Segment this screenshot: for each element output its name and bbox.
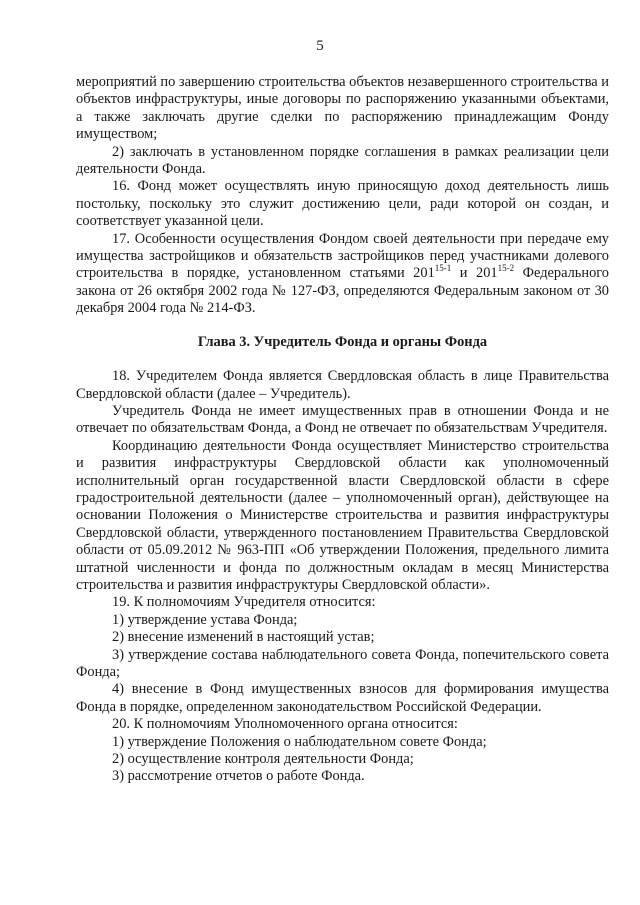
paragraph-19-item-2: 2) внесение изменений в настоящий устав;	[112, 629, 375, 646]
paragraph-20-item-1: 1) утверждение Положения о наблюдательном совете Фонда;	[112, 733, 487, 750]
paragraph-continuation: мероприятий по завершению строительства объектов незавершенного строительства и объектов инфраструктуры, иные договоры по распоряжению указанными объектами, а также заключать другие сделки по распоряжению принадлежащим Фонду имуществом;	[76, 74, 609, 143]
paragraph-19-item-3: 3) утверждение состава наблюдательного совета Фонда, попечительского совета Фонда;	[76, 646, 609, 680]
chapter-heading: Глава 3. Учредитель Фонда и органы Фонда	[197, 333, 488, 350]
paragraph-20-item-2: 2) осуществление контроля деятельности Фонда;	[112, 751, 414, 768]
paragraph-17-text-c: Федерального закона от 26 октября 2002 года № 127-ФЗ, определяются Федеральным законом от 30 декабря 2004 года № 214-ФЗ.	[76, 265, 609, 317]
paragraph-19: 19. К полномочиям Учредителя относится:	[112, 594, 376, 611]
paragraph-18-founder: 18. Учредителем Фонда является Свердловская область в лице Правительства Свердловской области (далее – Учредитель).	[76, 368, 609, 402]
paragraph-17-text-a: 17. Особенности осуществления Фондом своей деятельности при передаче ему имущества застройщиков и обязательств застройщиков перед участниками долевого строительства в порядке, установленном статьями 201	[76, 230, 609, 282]
paragraph-17-text-b: и 201	[451, 265, 498, 282]
paragraph-18-coordination: Координацию деятельности Фонда осуществляет Министерство строительства и развития инфраструктуры Свердловской области как уполномоченный исполнительный орган государственной власти Свердловской области в сфере градостроительной деятельности (далее – уполномоченный орган), действующее на основании Положения о Министерстве строительства и развития инфраструктуры Свердловской области, утвержденного постановлением Правительства Свердловской области от 05.09.2012 № 963-ПП «Об утверждении Положения, предельного лимита штатной численности и фонда по должностным окладам в месяц Министерства строительства и развития инфраструктуры Свердловской области».	[76, 437, 609, 593]
page-number: 5	[316, 38, 324, 54]
paragraph-17-sup-2: 15-2	[497, 263, 515, 274]
paragraph-17-sup-1: 15-1	[434, 263, 452, 274]
paragraph-item-2: 2) заключать в установленном порядке соглашения в рамках реализации цели деятельности Фонда.	[76, 143, 609, 178]
paragraph-16: 16. Фонд может осуществлять иную приносящую доход деятельность лишь постольку, поскольку это служит достижению цели, ради которой он создан, и соответствует указанной цели.	[76, 178, 609, 230]
paragraph-19-item-4: 4) внесение в Фонд имущественных взносов для формирования имущества Фонда в порядке, определенном законодательством Российской Федерации.	[76, 681, 609, 715]
paragraph-19-item-1: 1) утверждение устава Фонда;	[112, 611, 298, 628]
document-body	[76, 74, 609, 786]
paragraph-20: 20. К полномочиям Уполномоченного органа относится:	[112, 716, 458, 733]
paragraph-17	[76, 231, 609, 318]
paragraph-18-rights: Учредитель Фонда не имеет имущественных прав в отношении Фонда и не отвечает по обязательствам Фонда, а Фонд не отвечает по обязательствам Учредителя.	[76, 402, 609, 437]
paragraph-20-item-3: 3) рассмотрение отчетов о работе Фонда.	[112, 768, 365, 785]
